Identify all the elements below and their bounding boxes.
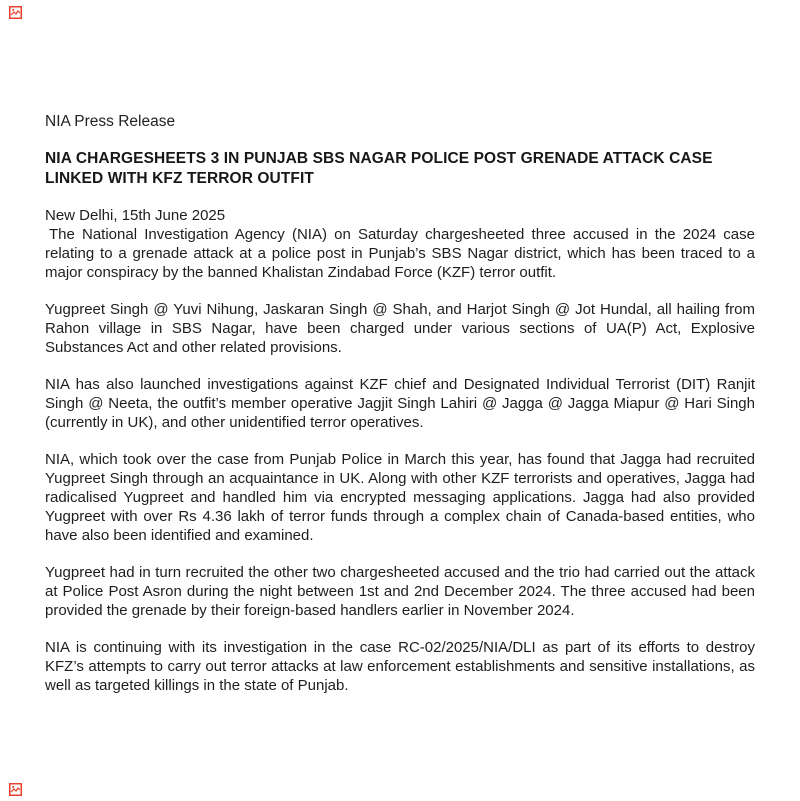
headline: NIA CHARGESHEETS 3 IN PUNJAB SBS NAGAR POLICE POST GRENADE ATTACK CASE LINKED WITH KFZ TERROR OUTFIT xyxy=(45,150,713,187)
press-release-document xyxy=(45,112,755,695)
press-paragraph: The National Investigation Agency (NIA) on Saturday chargesheeted three accused in the 2024 case relating to a grenade attack at a police post in Punjab’s SBS Nagar district, which has been traced to a major conspiracy by the banned Khalistan Zindabad Force (KZF) terror outfit. xyxy=(45,226,755,281)
press-paragraph: NIA, which took over the case from Punjab Police in March this year, has found that Jagga had recruited Yugpreet Singh through an acquaintance in UK. Along with other KZF terrorists and operatives, Jagga had radicalised Yugpreet and handled him via encrypted messaging applications. Jagga had also provided Yugpreet with over Rs 4.36 lakh of terror funds through a complex chain of Canada-based entities, who have also been identified and examined. xyxy=(45,451,755,544)
press-paragraph: NIA has also launched investigations against KZF chief and Designated Individual Terrorist (DIT) Ranjit Singh @ Neeta, the outfit’s member operative Jagjit Singh Lahiri @ Jagga @ Jagga Miapur @ Hari Singh (currently in UK), and other unidentified terror operatives. xyxy=(45,376,755,431)
broken-image-icon xyxy=(9,783,22,796)
body-paragraphs xyxy=(45,225,755,695)
press-paragraph: Yugpreet Singh @ Yuvi Nihung, Jaskaran Singh @ Shah, and Harjot Singh @ Jot Hundal, all hailing from Rahon village in SBS Nagar, have been charged under various sections of UA(P) Act, Explosive Substances Act and other related provisions. xyxy=(45,301,755,356)
release-label: NIA Press Release xyxy=(45,113,176,130)
broken-image-icon xyxy=(9,6,22,19)
press-paragraph: NIA is continuing with its investigation in the case RC-02/2025/NIA/DLI as part of its efforts to destroy KFZ’s attempts to carry out terror attacks at law enforcement establishments and sensitive installations, as well as targeted killings in the state of Punjab. xyxy=(45,639,755,694)
press-paragraph: Yugpreet had in turn recruited the other two chargesheeted accused and the trio had carried out the attack at Police Post Asron during the night between 1st and 2nd December 2024. The three accused had been provided the grenade by their foreign-based handlers earlier in November 2024. xyxy=(45,564,755,619)
dateline: New Delhi, 15th June 2025 xyxy=(45,207,226,224)
